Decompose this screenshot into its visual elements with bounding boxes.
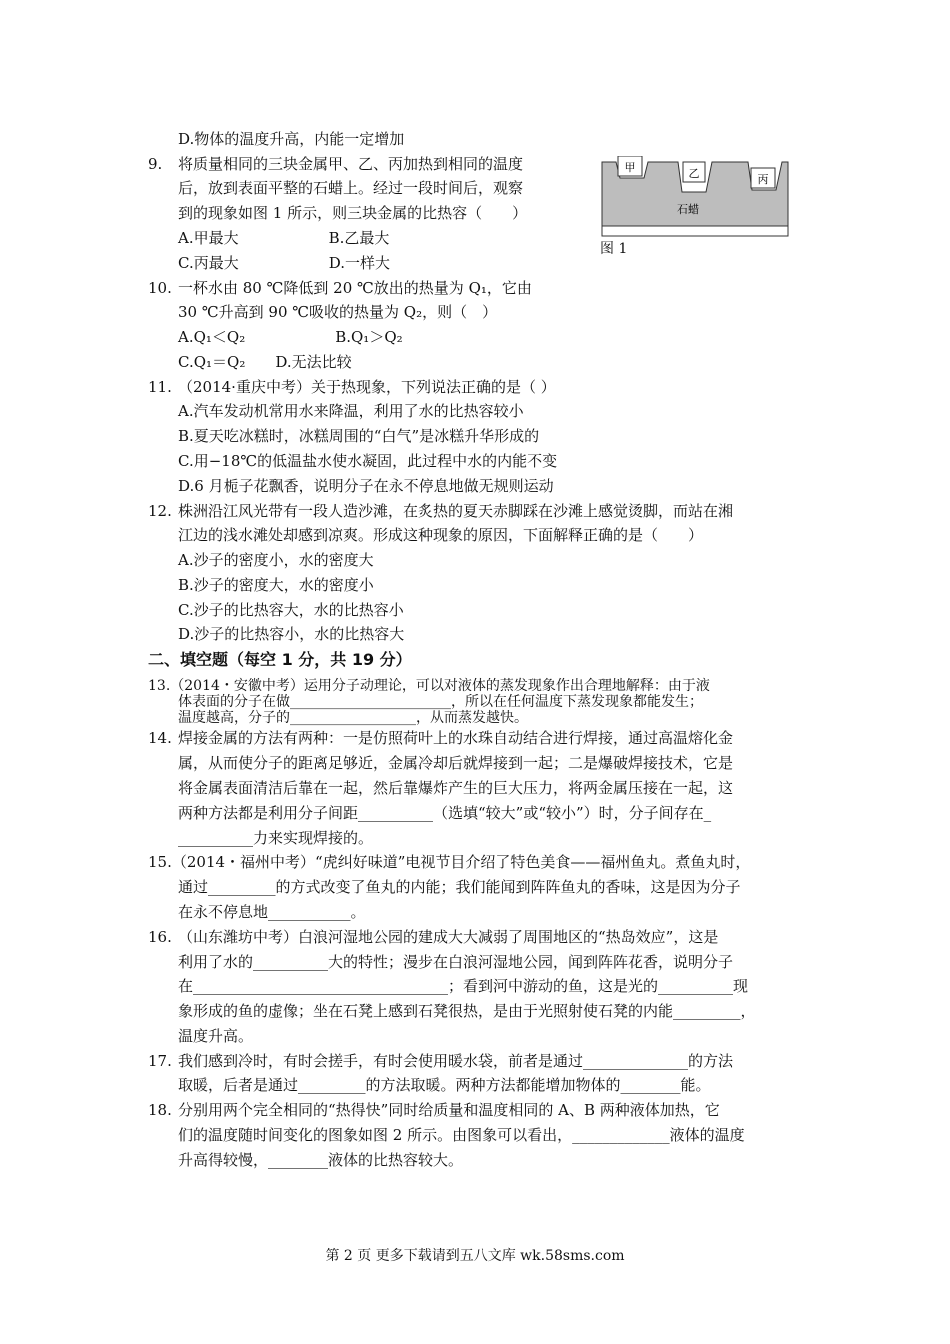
text-line: 升高得较慢，________液体的比热容较大。 bbox=[178, 1151, 464, 1169]
q14-number: 14. bbox=[148, 729, 172, 747]
section-heading: 二、填空题（每空 1 分，共 19 分） bbox=[148, 650, 412, 669]
text-line: 株洲沿江风光带有一段人造沙滩，在炙热的夏天赤脚踩在沙滩上感觉烫脚，而站在湘 bbox=[178, 502, 734, 520]
q11-number: 11. bbox=[148, 378, 172, 396]
text-line: 温度升高。 bbox=[178, 1027, 254, 1045]
metal-c-label: 丙 bbox=[757, 173, 769, 186]
text-line: 象形成的鱼的虚像；坐在石凳上感到石凳很热，是由于光照射使石凳的内能_________， bbox=[178, 1002, 756, 1020]
text-line: 焊接金属的方法有两种：一是仿照荷叶上的水珠自动结合进行焊接，通过高温熔化金 bbox=[178, 729, 734, 747]
text-line: 体表面的分子在做_______________________，所以在任何温度下蒸发现象都能发生； bbox=[178, 694, 703, 710]
text-line: D.沙子的比热容小，水的比热容大 bbox=[178, 625, 405, 643]
text-line: （山东潍坊中考）白浪河湿地公园的建成大大减弱了周围地区的“热岛效应”，这是 bbox=[178, 928, 719, 946]
text-line: 30 ℃升高到 90 ℃吸收的热量为 Q₂，则（ ） bbox=[178, 303, 498, 321]
q18-number: 18. bbox=[148, 1101, 172, 1119]
text-line: B.沙子的密度大，水的密度小 bbox=[178, 576, 374, 594]
text-line: A.汽车发动机常用水来降温，利用了水的比热容较小 bbox=[178, 402, 524, 420]
text-line: 在永不停息地___________。 bbox=[178, 903, 366, 921]
q12-number: 12. bbox=[148, 502, 172, 520]
metal-b-label: 乙 bbox=[688, 167, 700, 180]
text-line: C.沙子的比热容大，水的比热容小 bbox=[178, 601, 404, 619]
figure-1-wax-diagram bbox=[600, 156, 790, 256]
text-line: D.6 月栀子花飘香，说明分子在永不停息地做无规则运动 bbox=[178, 477, 554, 495]
text-line: 我们感到冷时，有时会搓手，有时会使用暖水袋，前者是通过______________的方法 bbox=[178, 1052, 734, 1070]
text-line: __________力来实现焊接的。 bbox=[178, 829, 374, 847]
q9-number: 9. bbox=[148, 155, 163, 173]
text-line: 分别用两个完全相同的“热得快”同时给质量和温度相同的 A、B 两种液体加热，它 bbox=[178, 1101, 720, 1119]
text-line: 属，从而使分子的距离足够近，金属冷却后就焊接到一起；二是爆破焊接技术，它是 bbox=[178, 754, 734, 772]
text-line: A.Q₁＜Q₂ B.Q₁＞Q₂ bbox=[178, 328, 403, 346]
text-line: 取暖，后者是通过_________的方法取暖。两种方法都能增加物体的________能。 bbox=[178, 1076, 711, 1094]
text-line: 将质量相同的三块金属甲、乙、丙加热到相同的温度 bbox=[178, 155, 524, 173]
text-line: 们的温度随时间变化的图象如图 2 所示。由图象可以看出，_____________液体的温度 bbox=[178, 1126, 745, 1144]
text-line: 将金属表面清洁后靠在一起，然后靠爆炸产生的巨大压力，将两金属压接在一起，这 bbox=[178, 779, 734, 797]
q16-number: 16. bbox=[148, 928, 172, 946]
q17-number: 17. bbox=[148, 1052, 172, 1070]
figure-1-caption: 图 1 bbox=[600, 241, 628, 257]
q10-number: 10. bbox=[148, 279, 172, 297]
text-line: 13.（2014・安徽中考）运用分子动理论，可以对液体的蒸发现象作出合理地解释：由于液 bbox=[148, 678, 710, 694]
text-line: 后，放到表面平整的石蜡上。经过一段时间后，观察 bbox=[178, 179, 524, 197]
wax-base bbox=[602, 226, 788, 236]
text-line: 15.（2014・福州中考）“虎纠好味道”电视节目介绍了特色美食——福州鱼丸。煮鱼丸时， bbox=[148, 853, 751, 871]
text-line: 到的现象如图 1 所示，则三块金属的比热容（ ） bbox=[178, 204, 528, 222]
page-footer: 第 2 页 更多下载请到五八文库 wk.58sms.com bbox=[325, 1248, 625, 1264]
text-line: B.夏天吃冰糕时，冰糕周围的“白气”是冰糕升华形成的 bbox=[178, 427, 540, 445]
metal-a-label: 甲 bbox=[624, 161, 636, 174]
wax-label: 石蜡 bbox=[677, 203, 699, 216]
text-line: C.Q₁＝Q₂ D.无法比较 bbox=[178, 353, 352, 371]
text-line: C.丙最大 D.一样大 bbox=[178, 254, 390, 272]
text-line: （2014·重庆中考）关于热现象，下列说法正确的是（ ） bbox=[178, 378, 556, 396]
text-line: 通过_________的方式改变了鱼丸的内能；我们能闻到阵阵鱼丸的香味，这是因为分子 bbox=[178, 878, 741, 896]
text-line: D.物体的温度升高，内能一定增加 bbox=[178, 130, 405, 148]
text-line: A.沙子的密度小，水的密度大 bbox=[178, 551, 374, 569]
text-line: 江边的浅水滩处却感到凉爽。形成这种现象的原因，下面解释正确的是（ ） bbox=[178, 526, 704, 544]
text-line: A.甲最大 B.乙最大 bbox=[178, 229, 390, 247]
text-line: 利用了水的__________大的特性；漫步在白浪河湿地公园，闻到阵阵花香，说明分子 bbox=[178, 953, 734, 971]
text-line: 一杯水由 80 ℃降低到 20 ℃放出的热量为 Q₁，它由 bbox=[178, 279, 532, 297]
text-line: 在__________________________________；看到河中游动的鱼，这是光的__________现 bbox=[178, 977, 749, 995]
text-line: 两种方法都是利用分子间距__________（选填“较大”或“较小”）时，分子间存在_ bbox=[178, 804, 712, 822]
text-line: C.用−18℃的低温盐水使水凝固，此过程中水的内能不变 bbox=[178, 452, 558, 470]
text-line: 温度越高，分子的__________________，从而蒸发越快。 bbox=[178, 710, 528, 726]
